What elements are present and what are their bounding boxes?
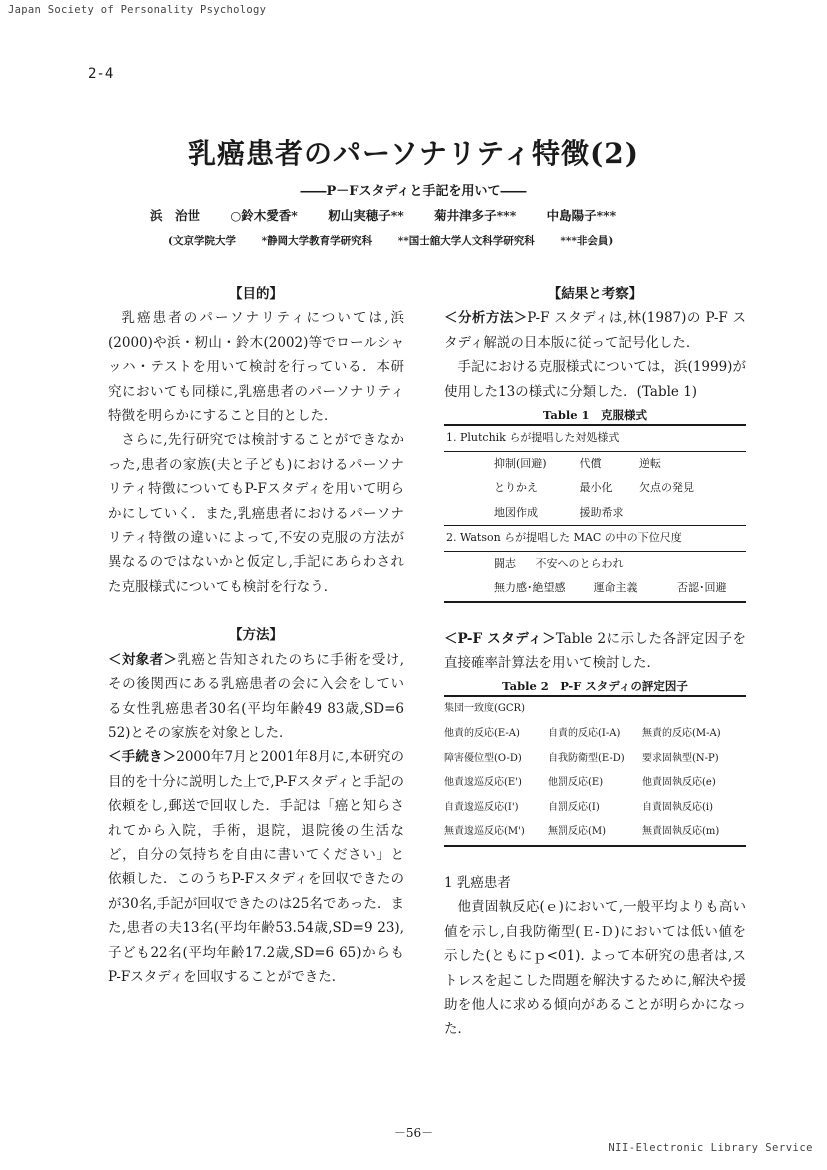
affiliation: (文京学院大学 — [168, 235, 236, 247]
pf-paragraph — [444, 627, 746, 676]
affiliation: **国士舘大学人文科学研究科 — [397, 235, 535, 247]
table2-caption: Table 2 P-F スタディの評定因子 — [502, 679, 688, 694]
analysis-label: ＜分析方法＞ — [444, 310, 528, 327]
table2-row — [444, 771, 746, 796]
society-header: Japan Society of Personality Psychology — [8, 4, 267, 16]
table2-cell: 他責固執反応(e) — [642, 777, 716, 789]
table1-cell: 援助希求 — [579, 505, 624, 519]
table2-cell: 無責固執反応(m) — [642, 826, 720, 838]
table2-row — [444, 820, 746, 845]
table1-cell: 抑制(回避) — [494, 456, 547, 470]
table2-row — [444, 722, 746, 747]
table1 — [444, 424, 746, 603]
table1-cell: 否認･回避 — [677, 581, 727, 595]
table2-cell: 他責逡巡反応(E') — [444, 777, 522, 789]
table2-cell: 障害優位型(O-D) — [444, 752, 522, 764]
table2-row — [444, 796, 746, 821]
patients-heading: 1 乳癌患者 — [444, 874, 511, 891]
right-column — [444, 282, 746, 1042]
table1-cell: とりかえ — [494, 481, 538, 495]
table2-row — [444, 697, 746, 722]
method-heading: 【方法】 — [229, 627, 283, 644]
author: 中島陽子*** — [546, 208, 617, 223]
affiliation: ***非会員) — [560, 235, 614, 247]
analysis-paragraph — [444, 306, 746, 355]
affiliation-list — [168, 233, 635, 248]
table1-cell: 地図作成 — [494, 505, 538, 519]
service-footer: NII-Electronic Library Service — [608, 1142, 813, 1154]
author: 籾山実穂子** — [328, 208, 404, 223]
table2-cell: 他罰反応(E) — [548, 777, 604, 789]
subjects-label: ＜対象者＞ — [108, 651, 178, 668]
table1-cell: 運命主義 — [593, 581, 638, 595]
coping-paragraph: 手記における克服様式については，浜(1999)が使用した13の様式に分類した．(Table 1) — [444, 359, 746, 400]
paper-subtitle: ――P－Fスタディと手記を用いて―― — [300, 184, 527, 199]
analysis-text: P-F スタディは,林(1987)の P-F スタディ解説の日本版に従って記号化した． — [444, 310, 746, 351]
table1-group1-head: 1. Plutchik らが提唱した対処様式 — [446, 431, 620, 445]
table1-cell: 最小化 — [579, 481, 613, 495]
table-rule — [444, 601, 746, 603]
results-heading: 【結果と考察】 — [547, 286, 643, 302]
table2-cell: 自我防衛型(E-D) — [548, 752, 625, 764]
paper-title: 乳癌患者のパーソナリティ特徴(2) — [187, 137, 640, 170]
purpose-heading: 【目的】 — [229, 286, 283, 302]
table1-cell: 無力感･絶望感 — [494, 581, 566, 595]
table1-row — [444, 552, 746, 577]
table2-cell: 自責固執反応(i) — [642, 801, 714, 813]
affiliation: *静岡大学教育学研究科 — [261, 235, 373, 247]
table-rule — [444, 845, 746, 847]
page-number: －56－ — [393, 1126, 434, 1140]
author: ○鈴木愛香* — [230, 208, 298, 223]
table1-cell: 代償 — [579, 456, 602, 470]
subjects-text: 乳癌と告知されたのちに手術を受け,その後関西にある乳癌患者の会に入会をしている女性乳癌患者30名(平均年齢49 83歳,SD=6 52)とその家族を対象とした． — [108, 651, 404, 741]
table1-group2-head: 2. Watson らが提唱した MAC の中の下位尺度 — [446, 531, 682, 545]
table2 — [444, 695, 746, 847]
author: 浜 治世 — [150, 208, 201, 223]
table2-cell: 他責的反応(E-A) — [444, 727, 520, 739]
table2-cell: 要求固執型(N-P) — [642, 752, 719, 764]
subjects-paragraph — [108, 648, 404, 746]
purpose-paragraph-2: さらに,先行研究では検討することができなかった,患者の家族(夫と子ども)におけるパーソナリティ特徴についてもP-Fスタディを用いて明らかにしていく．また,乳癌患者におけるパーソナリティ特徴の違いによって,不安の克服の方法が異なるのではないかと仮定し,手記にあらわされた克服様式についても検討を行なう． — [108, 432, 404, 595]
table1-row — [444, 452, 746, 477]
table2-cell: 無罰反応(M) — [548, 826, 607, 838]
left-column — [108, 282, 404, 989]
table2-cell: 無責的反応(M-A) — [642, 727, 721, 739]
table2-cell: 自責的反応(I-A) — [548, 727, 621, 739]
table2-cell: 自責逡巡反応(I') — [444, 801, 519, 813]
procedure-label: ＜手続き＞ — [108, 749, 177, 766]
pf-text: Table 2に示した各評定因子を直接確率計算法を用いて検討した． — [444, 630, 746, 671]
section-number: 2-4 — [88, 66, 114, 82]
table2-cell: 無責逡巡反応(M') — [444, 826, 525, 838]
table2-cell: 自罰反応(I) — [548, 801, 600, 813]
author-list — [150, 206, 642, 224]
table1-row — [444, 576, 746, 601]
table1-caption: Table 1 克服様式 — [542, 408, 648, 423]
table1-cell: 欠点の発見 — [639, 481, 694, 495]
pf-label: ＜P-F スタディ＞ — [444, 630, 556, 647]
table1-row — [444, 501, 746, 526]
table1-cell: 闘志 — [494, 556, 516, 570]
table1-cell: 逆転 — [639, 456, 661, 470]
table2-row — [444, 747, 746, 772]
table2-cell: 集団一致度(GCR) — [444, 703, 525, 715]
patients-paragraph: 他責固執反応(ｅ)において,一般平均よりも高い値を示し,自我防衛型(Ｅ-Ｄ)においては低い値を示した(ともにｐ<01). よって本研究の患者は,ストレスを起こした問題を解決するために,解決や援助を他人に求める傾向があることが明らかになった． — [444, 899, 746, 1038]
table1-row — [444, 476, 746, 501]
table1-cell: 不安へのとらわれ — [535, 556, 624, 570]
author: 菊井津多子*** — [434, 208, 517, 223]
procedure-text: 2000年7月と2001年8月に,本研究の目的を十分に説明した上で,P-Fスタディと手記の依頼をし,郵送で回収した．手記は「癌と知らされてから入院，手術，退院，退院後の生活など，自分の気持ちを自由に書いてください」と依頼した．このうちP-Fスタディを回収できたのが30名,手記が回収できたのは25名であった．また,患者の夫13名(平均年齢53.54歳,SD=9 23),子ども22名(平均年齢17.2歳,SD=6 65)からもP-Fスタディを回収することができた． — [108, 749, 405, 985]
procedure-paragraph — [108, 745, 404, 989]
purpose-paragraph-1: 乳癌患者のパーソナリティについては,浜(2000)や浜・籾山・鈴木(2002)等でロールシャッハ・テストを用いて検討を行っている．本研究においても同様に,乳癌患者のパーソナリティ特徴を明らかにすること目的とした． — [108, 310, 404, 425]
